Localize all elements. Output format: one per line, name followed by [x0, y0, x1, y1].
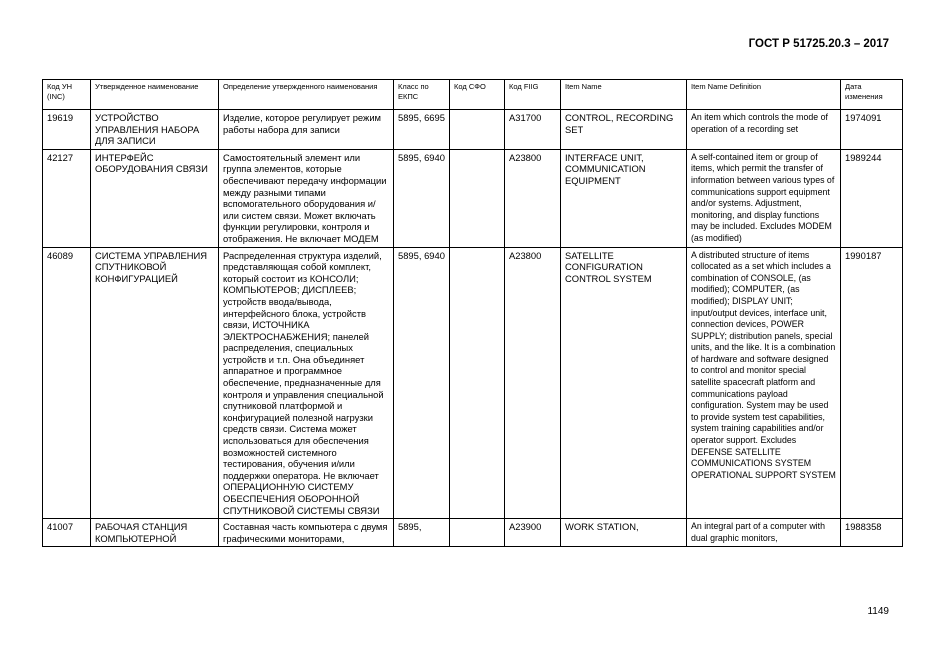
cell-item-definition: A distributed structure of items collocated as a set which includes a combination of CONSOLE, (as modified); COMPUTER, (as modified); DISPLAY UNIT; input/output devices, interface unit, connection devices, POWER SUPPLY; distribution panels, special units, and the like. It is a combination of hardware and software designed to control and monitor special satellite spacecraft platform and communications payload configuration. System may be used to provide system test capabilities, system training capabilities and/or operator support. Excludes DEFENSE SATELLITE COMMUNICATIONS SYSTEM OPERATIONAL SUPPORT SYSTEM	[687, 247, 841, 519]
page-number: 1149	[867, 606, 889, 617]
cell-date: 1974091	[841, 110, 903, 150]
cell-class: 5895, 6940	[394, 247, 450, 519]
document-code: ГОСТ Р 51725.20.3 – 2017	[748, 38, 889, 50]
cell-text: РАБОЧАЯ СТАНЦИЯ КОМПЬЮТЕРНОЙ	[95, 521, 188, 544]
col-header-item-name: Item Name	[561, 80, 687, 110]
cell-name-definition: Изделие, которое регулирует режим работы набора для записи	[219, 110, 394, 150]
cell-text: WORK STATION,	[565, 521, 639, 533]
cell-text: An integral part of a computer with dual graphic monitors,	[691, 521, 825, 543]
cell-text	[454, 521, 500, 538]
cell-item-name: INTERFACE UNIT, COMMUNICATION EQUIPMENT	[561, 149, 687, 247]
cell-item-definition: A self-contained item or group of items, which permit the transfer of information between various types of communications support equipment and/or systems. Adjustment, monitoring, and display functions may be included. Excludes MODEM (as modified)	[687, 149, 841, 247]
cell-date: 1990187	[841, 247, 903, 519]
cell-item-definition	[687, 519, 841, 547]
cell-name-definition	[219, 519, 394, 547]
cell-item-name: CONTROL, RECORDING SET	[561, 110, 687, 150]
table-row	[43, 149, 903, 247]
cell-name-definition: Самостоятельный элемент или группа элементов, которые обеспечивают передачу информации между разными типами вспомогательного оборудования и/или систем связи. Может включать функции регулировки, контроля и отображения. Не включает МОДЕМ	[219, 149, 394, 247]
cell-sfo	[450, 110, 505, 150]
cell-date: 1989244	[841, 149, 903, 247]
cell-class	[394, 519, 450, 547]
cell-inc	[43, 519, 91, 547]
cell-text: 5895,	[398, 521, 422, 533]
cell-sfo	[450, 519, 505, 547]
cell-text: A23900	[509, 521, 542, 533]
cell-sfo	[450, 247, 505, 519]
cell-text: 41007	[47, 521, 74, 533]
table-header-row	[43, 80, 903, 110]
cell-text: 1988358	[845, 521, 882, 533]
table-row	[43, 519, 903, 547]
cell-item-name: SATELLITE CONFIGURATION CONTROL SYSTEM	[561, 247, 687, 519]
cell-fiig	[505, 519, 561, 547]
col-header-sfo: Код СФО	[450, 80, 505, 110]
cell-sfo	[450, 149, 505, 247]
cell-date	[841, 519, 903, 547]
col-header-item-definition: Item Name Definition	[687, 80, 841, 110]
cell-item-definition: An item which controls the mode of operation of a recording set	[687, 110, 841, 150]
cell-text: Составная часть компьютера с двумя графическими мониторами,	[223, 521, 388, 544]
col-header-approved-name: Утвержденное наименование	[91, 80, 219, 110]
cell-inc: 42127	[43, 149, 91, 247]
cell-class: 5895, 6695	[394, 110, 450, 150]
cell-approved-name: ИНТЕРФЕЙС ОБОРУДОВАНИЯ СВЯЗИ	[91, 149, 219, 247]
cell-fiig: A31700	[505, 110, 561, 150]
col-header-inc: Код УН (INC)	[43, 80, 91, 110]
cell-approved-name: СИСТЕМА УПРАВЛЕНИЯ СПУТНИКОВОЙ КОНФИГУРАЦИЕЙ	[91, 247, 219, 519]
table-row	[43, 110, 903, 150]
cell-fiig: A23800	[505, 247, 561, 519]
cell-approved-name: УСТРОЙСТВО УПРАВЛЕНИЯ НАБОРА ДЛЯ ЗАПИСИ	[91, 110, 219, 150]
cell-inc: 46089	[43, 247, 91, 519]
col-header-fiig: Код FIIG	[505, 80, 561, 110]
cell-item-name	[561, 519, 687, 547]
cell-approved-name	[91, 519, 219, 547]
col-header-class: Класс по ЕКПС	[394, 80, 450, 110]
col-header-date: Дата изменения	[841, 80, 903, 110]
cell-name-definition: Распределенная структура изделий, представляющая собой комплект, который состоит из КОНСОЛИ; КОМПЬЮТЕРОВ; ДИСПЛЕЕВ; устройств ввода/вывода, интерфейсного блока, устройств связи, ИСТОЧНИКА ЭЛЕКТРОСНАБЖЕНИЯ; панелей распределения, специальных устройств и т.п. Она объединяет аппаратное и программное обеспечение, предназначенные для контроля и управления специальной спутниковой платформой и конфигурацией полезной нагрузки средств связи. Система может использоваться для обеспечения возможностей системного тестирования, обучения и/или поддержки оператора. Не включает ОПЕРАЦИОННУЮ СИСТЕМУ ОБЕСПЕЧЕНИЯ ОБОРОННОЙ СПУТНИКОВОЙ СИСТЕМЫ СВЯЗИ	[219, 247, 394, 519]
cell-class: 5895, 6940	[394, 149, 450, 247]
cell-inc: 19619	[43, 110, 91, 150]
cell-fiig: A23800	[505, 149, 561, 247]
col-header-name-definition: Определение утвержденного наименования	[219, 80, 394, 110]
table-row	[43, 247, 903, 519]
catalog-table	[42, 79, 903, 547]
